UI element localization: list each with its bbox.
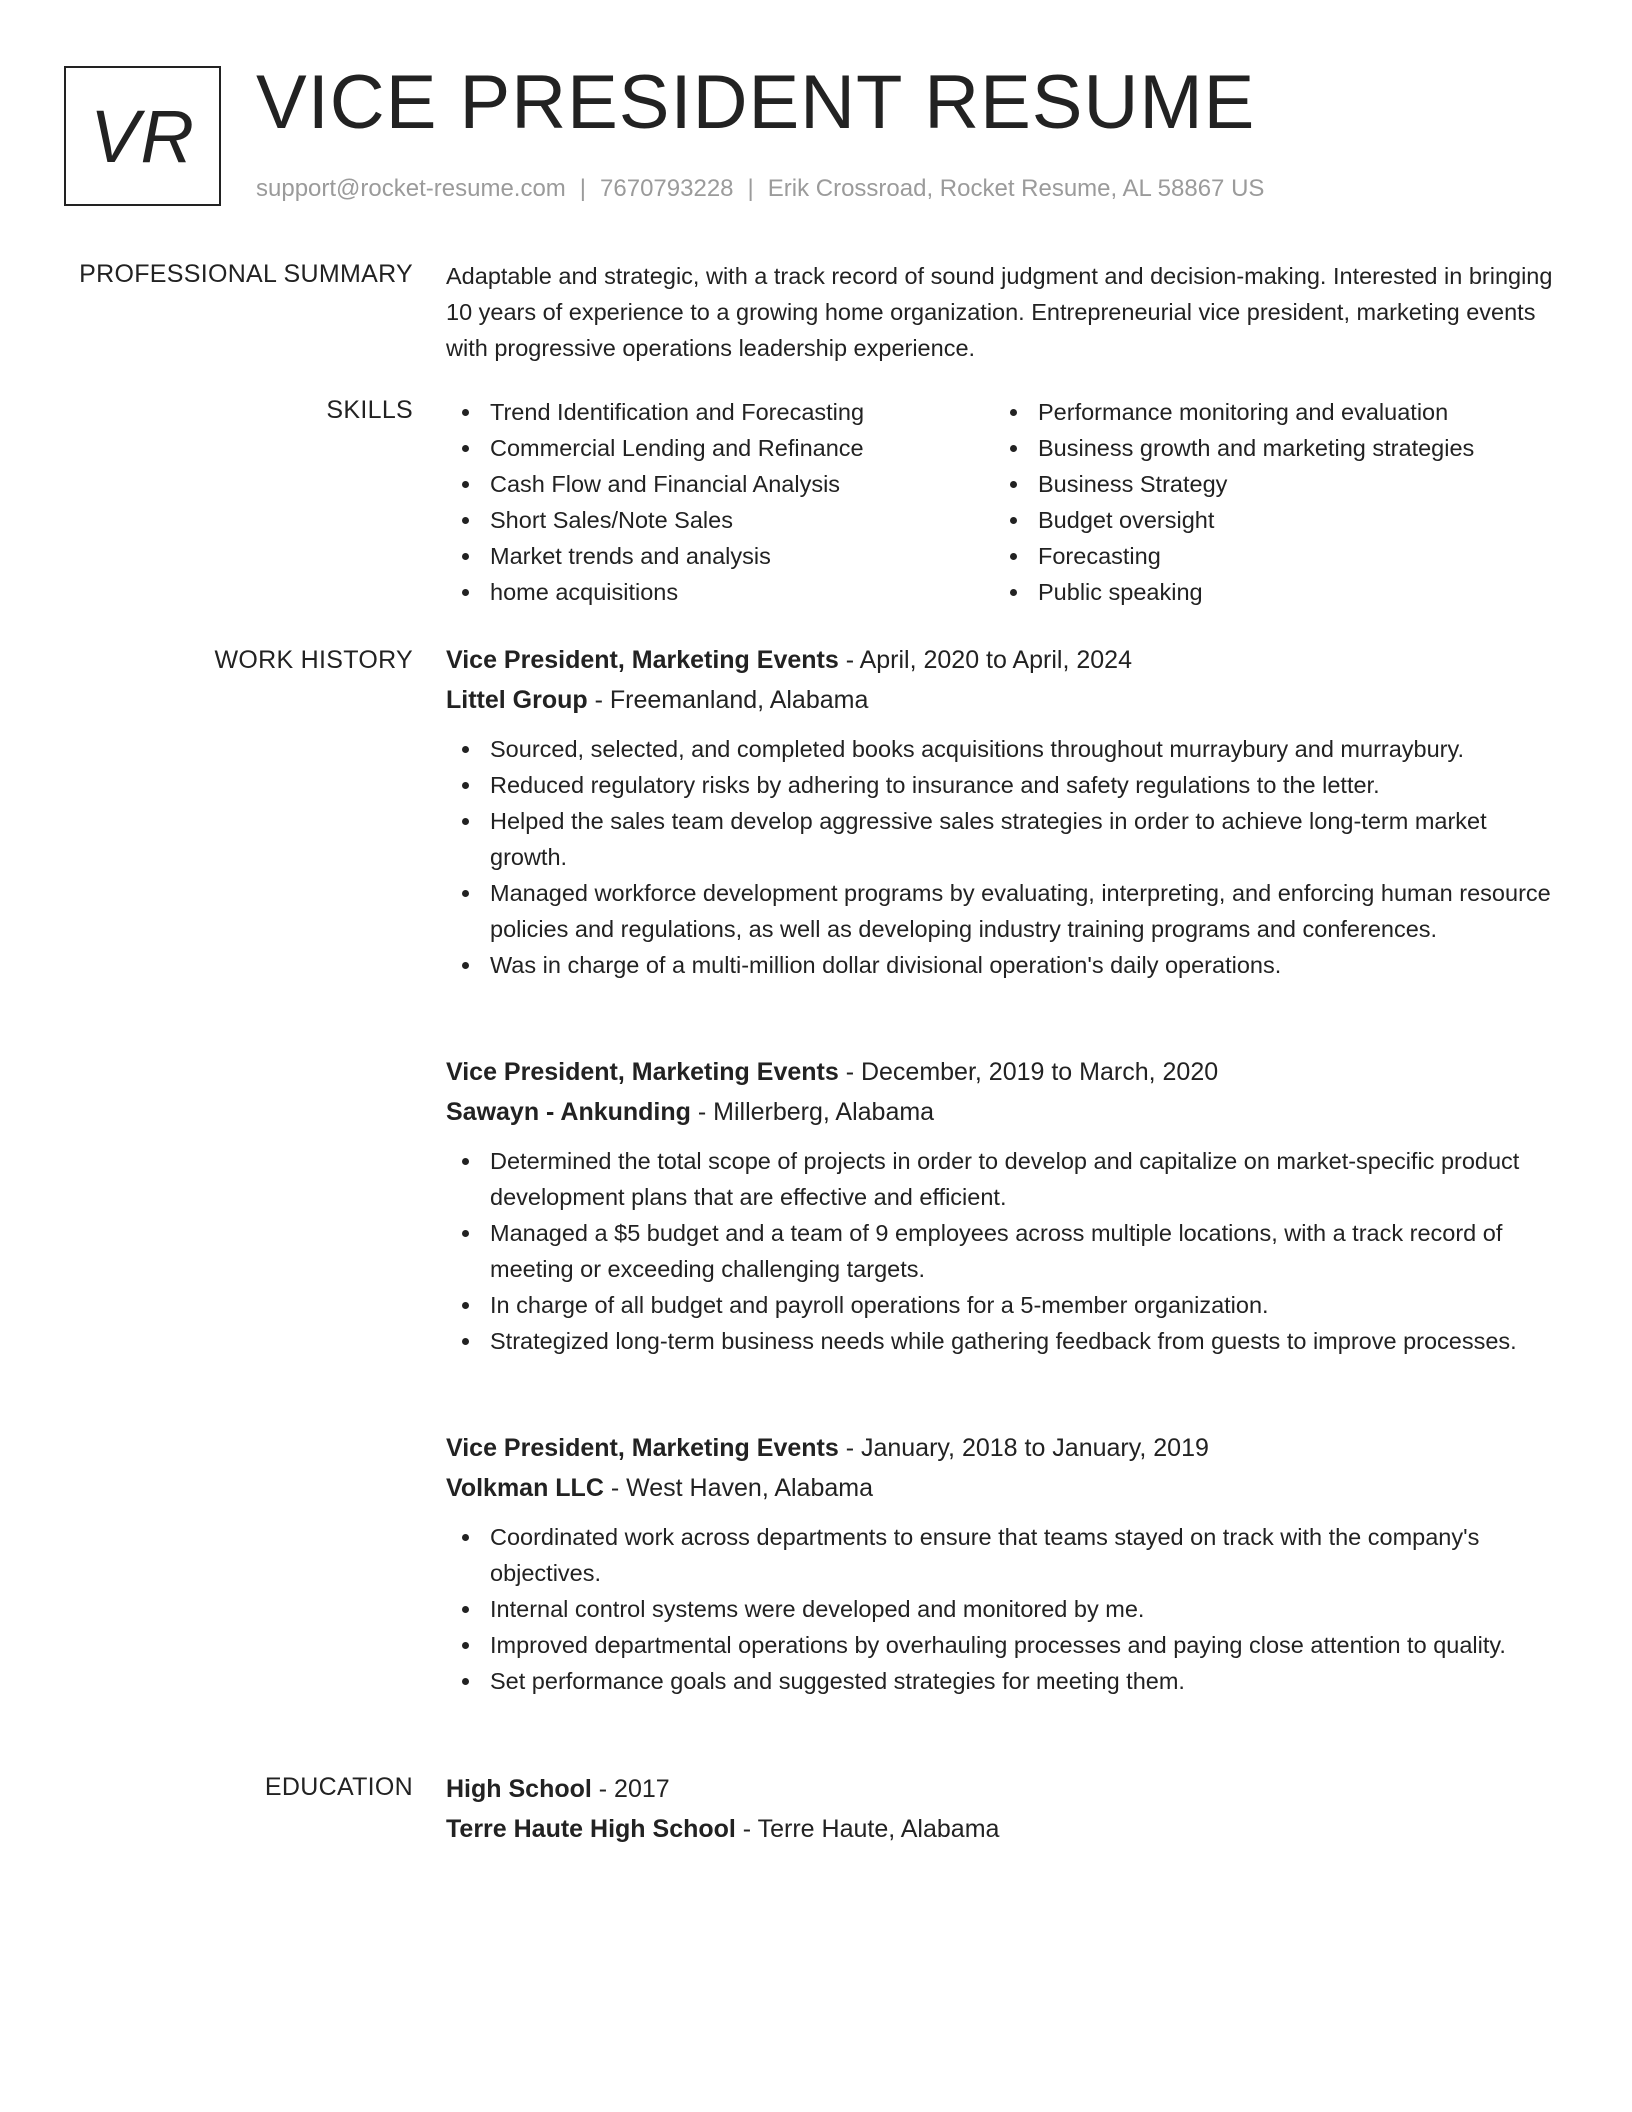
job-bullet: Managed a $5 budget and a team of 9 employees across multiple locations, with a track record of meeting or exceeding challenging targets.	[446, 1215, 1560, 1287]
skill-item: Performance monitoring and evaluation	[994, 394, 1542, 430]
monogram-initials: VR	[90, 94, 195, 178]
job-bullet: Improved departmental operations by overhauling processes and paying close attention to quality.	[446, 1627, 1560, 1663]
job-bullets	[446, 731, 1560, 983]
job-company-line	[446, 1468, 1560, 1508]
job-entry	[446, 1052, 1560, 1359]
skill-item: Short Sales/Note Sales	[446, 502, 994, 538]
skill-item: Business growth and marketing strategies	[994, 430, 1542, 466]
job-entry	[446, 1428, 1560, 1699]
skill-item: Business Strategy	[994, 466, 1542, 502]
job-bullet: Set performance goals and suggested strategies for meeting them.	[446, 1663, 1560, 1699]
contact-separator: |	[747, 175, 754, 202]
job-location: - West Haven, Alabama	[603, 1474, 873, 1502]
job-bullet: Helped the sales team develop aggressive sales strategies in order to achieve long-term market growth.	[446, 803, 1560, 875]
job-bullet: Coordinated work across departments to ensure that teams stayed on track with the company's objectives.	[446, 1519, 1560, 1591]
contact-phone[interactable]: 7670793228	[600, 175, 734, 202]
job-company: Sawayn - Ankunding	[446, 1098, 691, 1126]
summary-heading: PROFESSIONAL SUMMARY	[79, 260, 413, 288]
skills-column-right	[994, 394, 1542, 610]
skill-item: Public speaking	[994, 574, 1542, 610]
job-company: Littel Group	[446, 686, 588, 714]
work-history-heading: WORK HISTORY	[214, 646, 413, 674]
job-entry	[446, 640, 1560, 983]
skill-item: Trend Identification and Forecasting	[446, 394, 994, 430]
contact-separator: |	[579, 175, 587, 202]
job-bullets	[446, 1143, 1560, 1359]
job-dates: - January, 2018 to January, 2019	[838, 1434, 1209, 1462]
education-location: - Terre Haute, Alabama	[735, 1815, 1000, 1843]
skills-list-right	[994, 394, 1542, 610]
job-title: Vice President, Marketing Events	[446, 1058, 839, 1086]
summary-body	[446, 258, 1560, 366]
skills-body	[446, 394, 1560, 610]
job-title: Vice President, Marketing Events	[446, 1434, 839, 1462]
monogram-box	[64, 66, 221, 206]
contact-line	[256, 175, 1264, 203]
job-bullet: Was in charge of a multi-million dollar divisional operation's daily operations.	[446, 947, 1560, 983]
job-dates: - April, 2020 to April, 2024	[838, 646, 1132, 674]
contact-email[interactable]: support@rocket-resume.com	[256, 175, 566, 202]
job-company: Volkman LLC	[446, 1474, 604, 1502]
education-school: Terre Haute High School	[446, 1815, 736, 1843]
skill-item: Budget oversight	[994, 502, 1542, 538]
job-location: - Freemanland, Alabama	[587, 686, 869, 714]
job-bullet: In charge of all budget and payroll operations for a 5-member organization.	[446, 1287, 1560, 1323]
job-dates: - December, 2019 to March, 2020	[838, 1058, 1219, 1086]
job-bullet: Managed workforce development programs by evaluating, interpreting, and enforcing human resource policies and regulations, as well as developing industry training programs and conferences.	[446, 875, 1560, 947]
job-bullet: Determined the total scope of projects in order to develop and capitalize on market-specific product development plans that are effective and efficient.	[446, 1143, 1560, 1215]
job-bullet: Internal control systems were developed and monitored by me.	[446, 1591, 1560, 1627]
skill-item: Market trends and analysis	[446, 538, 994, 574]
job-location: - Millerberg, Alabama	[690, 1098, 935, 1126]
job-bullet: Reduced regulatory risks by adhering to insurance and safety regulations to the letter.	[446, 767, 1560, 803]
skill-item: Cash Flow and Financial Analysis	[446, 466, 994, 502]
education-heading: EDUCATION	[264, 1773, 413, 1801]
job-bullet: Strategized long-term business needs while gathering feedback from guests to improve processes.	[446, 1323, 1560, 1359]
resume-title: VICE PRESIDENT RESUME	[256, 60, 1256, 145]
job-company-line	[446, 1092, 1560, 1132]
job-title-line	[446, 1428, 1560, 1468]
job-bullets	[446, 1519, 1560, 1699]
education-year: - 2017	[591, 1775, 670, 1803]
summary-text: Adaptable and strategic, with a track record of sound judgment and decision-making. Interested in bringing 10 years of experience to a growing home organization. Entrepreneurial vice president, marketing events with progressive operations leadership experience.	[446, 263, 1553, 361]
skill-item: home acquisitions	[446, 574, 994, 610]
skill-item: Commercial Lending and Refinance	[446, 430, 994, 466]
skill-item: Forecasting	[994, 538, 1542, 574]
job-title: Vice President, Marketing Events	[446, 646, 839, 674]
job-company-line	[446, 680, 1560, 720]
skills-list-left	[446, 394, 994, 610]
education-degree-line	[446, 1769, 1560, 1809]
education-school-line	[446, 1809, 1560, 1849]
job-title-line	[446, 1052, 1560, 1092]
education-degree: High School	[446, 1775, 592, 1803]
job-title-line	[446, 640, 1560, 680]
skills-column-left	[446, 394, 994, 610]
education-body	[446, 1769, 1560, 1849]
contact-address: Erik Crossroad, Rocket Resume, AL 58867 US	[767, 175, 1265, 202]
job-bullet: Sourced, selected, and completed books acquisitions throughout murraybury and murraybury.	[446, 731, 1560, 767]
skills-heading: SKILLS	[326, 396, 413, 424]
